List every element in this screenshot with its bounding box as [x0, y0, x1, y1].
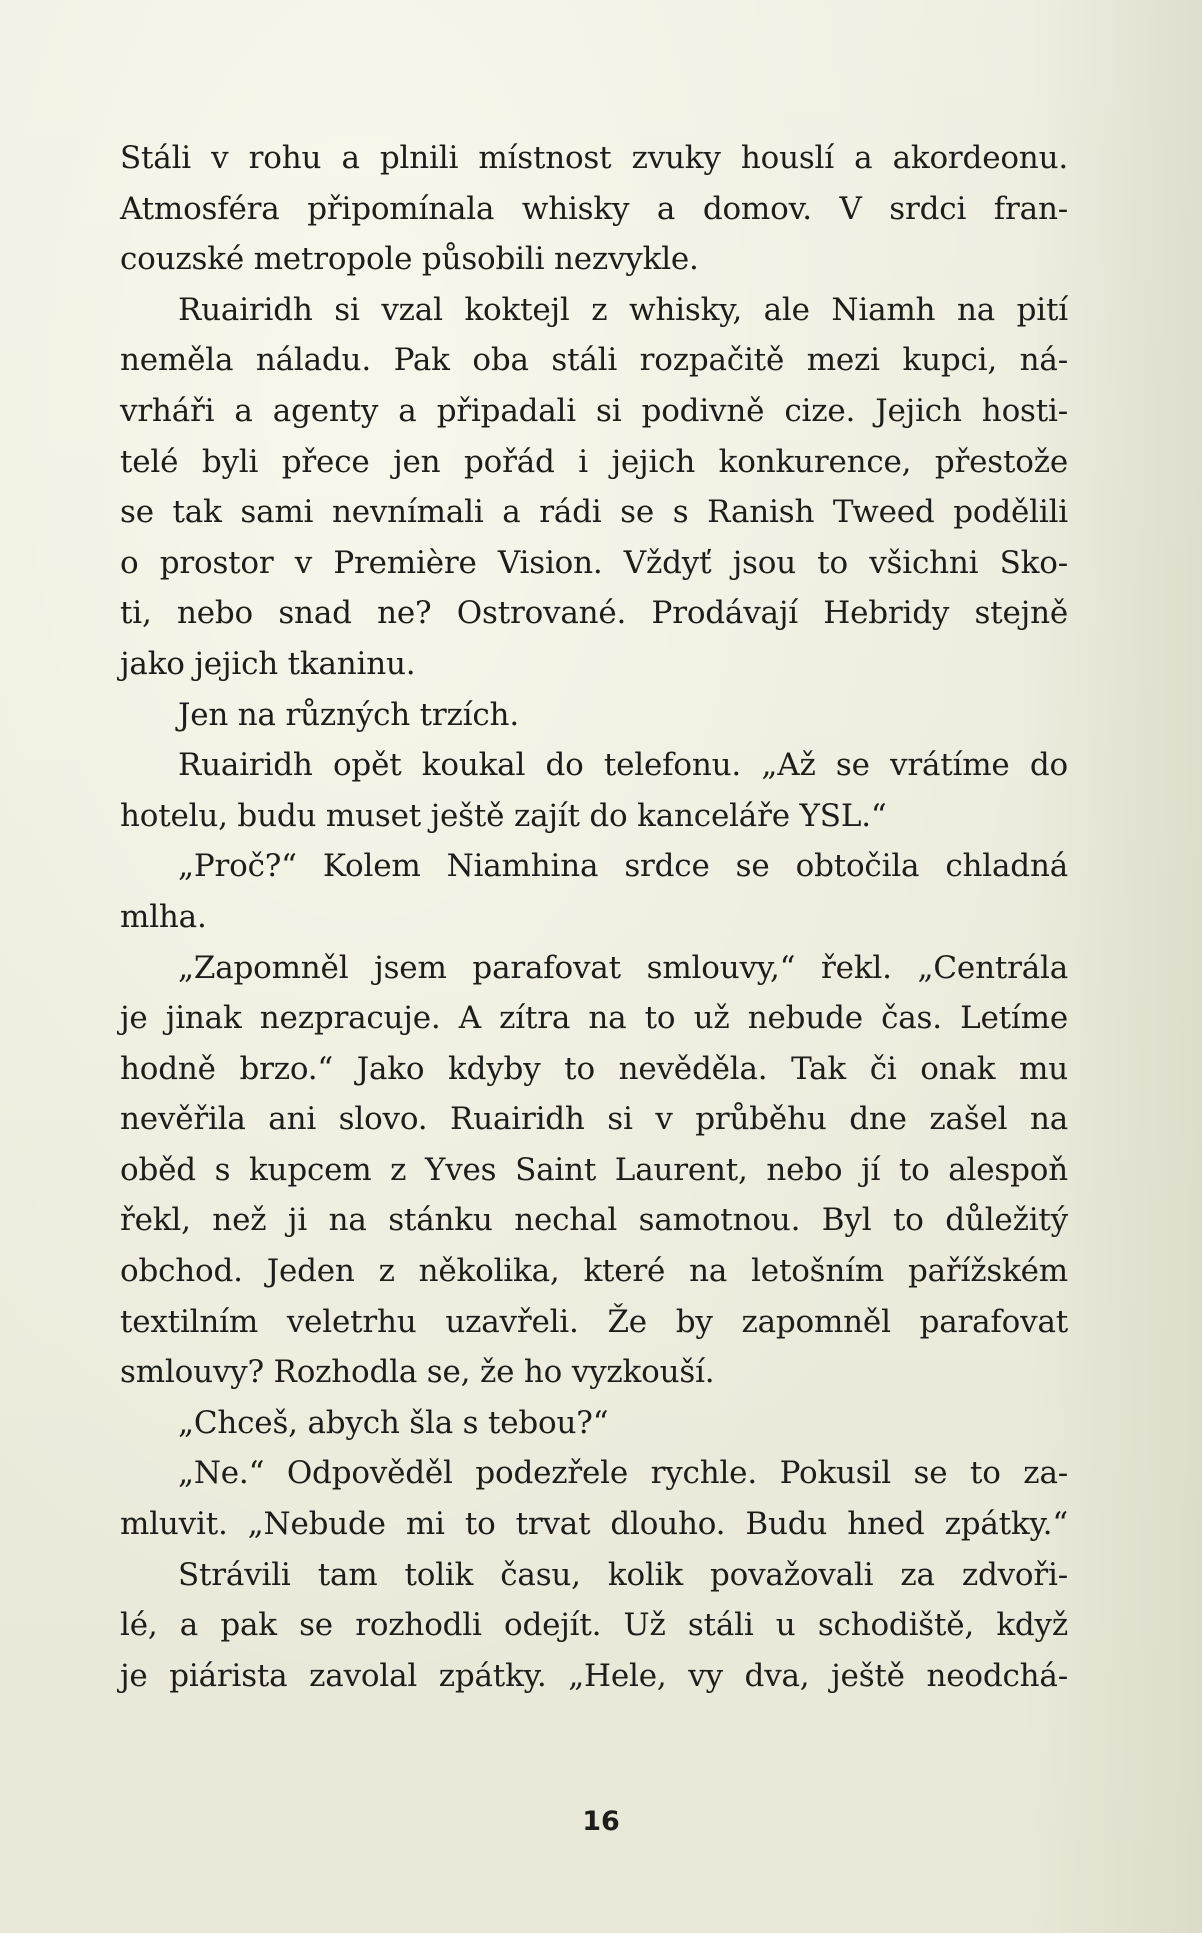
text-line: Jen na různých trzích.: [178, 696, 519, 733]
text-line: „Zapomněl jsem parafovat smlouvy,“ řekl. „Centrála: [178, 949, 1068, 986]
text-line: hotelu, budu muset ještě zajít do kanceláře YSL.“: [120, 797, 887, 834]
text-line: Strávili tam tolik času, kolik považovali za zdvoři-: [178, 1556, 1068, 1593]
text-line: hodně brzo.“ Jako kdyby to nevěděla. Tak či onak mu: [120, 1050, 1068, 1087]
text-line: ti, nebo snad ne? Ostrované. Prodávají Hebridy stejně: [120, 595, 1068, 632]
text-line: se tak sami nevnímali a rádi se s Ranish Tweed podělili: [120, 494, 1068, 531]
text-line: smlouvy? Rozhodla se, že ho vyzkouší.: [120, 1354, 715, 1391]
text-line: neměla náladu. Pak oba stáli rozpačitě mezi kupci, ná-: [120, 342, 1068, 379]
text-line: textilním veletrhu uzavřeli. Že by zapomněl parafovat: [120, 1303, 1068, 1340]
text-line: vrháři a agenty a připadali si podivně cize. Jejich hosti-: [120, 392, 1068, 429]
text-line: Atmosféra připomínala whisky a domov. V srdci fran-: [120, 190, 1068, 227]
body-text: [120, 133, 1068, 1701]
text-line: Ruairidh opět koukal do telefonu. „Až se vrátíme do: [178, 747, 1068, 784]
text-line: nevěřila ani slovo. Ruairidh si v průběhu dne zašel na: [120, 1101, 1068, 1138]
text-line: je piárista zavolal zpátky. „Hele, vy dva, ještě neodchá-: [120, 1657, 1068, 1694]
text-line: mluvit. „Nebude mi to trvat dlouho. Budu hned zpátky.“: [120, 1506, 1068, 1543]
text-line: řekl, než ji na stánku nechal samotnou. Byl to důležitý: [120, 1202, 1068, 1239]
text-line: oběd s kupcem z Yves Saint Laurent, nebo jí to alespoň: [120, 1151, 1068, 1188]
text-line: lé, a pak se rozhodli odejít. Už stáli u schodiště, když: [120, 1607, 1068, 1644]
text-line: „Ne.“ Odpověděl podezřele rychle. Pokusil se to za-: [178, 1455, 1068, 1492]
text-line: Stáli v rohu a plnili místnost zvuky houslí a akordeonu.: [120, 140, 1068, 176]
text-line: „Proč?“ Kolem Niamhina srdce se obtočila chladná: [178, 848, 1068, 885]
text-line: „Chceš, abych šla s tebou?“: [178, 1404, 609, 1441]
page-number: 16: [582, 1806, 620, 1837]
text-line: mlha.: [120, 898, 207, 935]
text-line: o prostor v Première Vision. Vždyť jsou to všichni Sko-: [120, 544, 1068, 581]
text-line: telé byli přece jen pořád i jejich konkurence, přestože: [120, 443, 1068, 480]
text-line: jako jejich tkaninu.: [120, 645, 416, 682]
text-line: Ruairidh si vzal koktejl z whisky, ale Niamh na pití: [178, 291, 1068, 328]
text-line: obchod. Jeden z několika, které na letošním pařížském: [120, 1253, 1068, 1290]
text-line: couzské metropole působili nezvykle.: [120, 241, 699, 278]
text-line: je jinak nezpracuje. A zítra na to už nebude čas. Letíme: [120, 1000, 1068, 1037]
